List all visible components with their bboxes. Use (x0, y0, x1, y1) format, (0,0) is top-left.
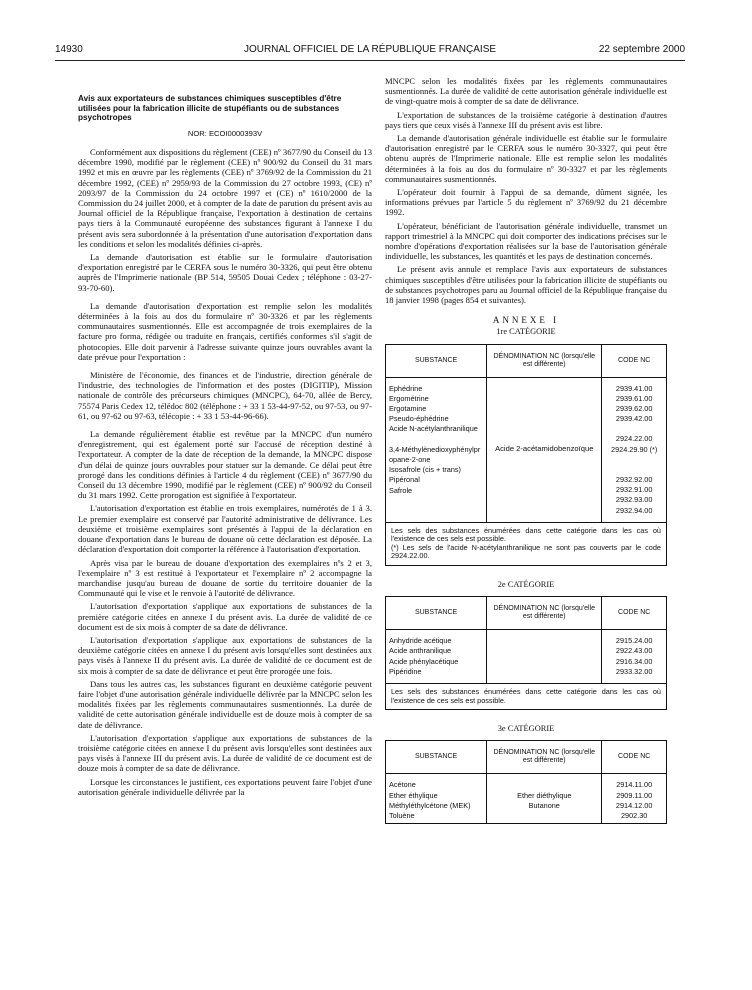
list-item: Pipéronal (389, 475, 420, 485)
paragraph: La demande d'autorisation d'exportation est remplie selon les modalités déterminées à la fois au dos du formulaire nº 30-3326 et par les règlements communautaires susmentionnés. Elle est accompagnée de trois exemplaires de la facture pro forma, rédigée ou traduite en français, certifiés conformes s'il s'agit de photocopies. Elle doit parvenir à l'adresse suivante quinze jours ouvrables avant la date prévue pour l'exportation : (78, 300, 372, 362)
list-item: Anhydride acétique (389, 636, 452, 646)
code-item: 2933.32.00 (615, 666, 653, 676)
substance-header: SUBSTANCE (386, 741, 487, 774)
paragraph: Conformément aux dispositions du règlement (CEE) nº 3677/90 du Conseil du 13 décembre 1990, modifié par le règlement (CEE) nº 900/92 du Conseil du 31 mars 1992 et mis en œuvre par les règlements (CEE) nº 3769/92 de la Commission du 21 décembre 1992, (CEE) nº 2959/93 de la Commission du 27 octobre 1993, (CE) nº 2093/97 de la Commission du 24 octobre 1997 et (CE) nº 1610/2000 de la Commission du 24 juillet 2000, et à compter de la date de parution du présent avis au Journal officiel de la République française, l'exportation à destination de certains pays tiers à la Communauté européenne des substances figurant à l'annexe I du présent avis sera subordonnée à la présentation d'une autorisation d'exportation dans les conditions et selon les modalités définies ci-après. (78, 146, 372, 249)
paragraph: L'autorisation d'exportation est établie en trois exemplaires, numérotés de 1 à 3. Le premier exemplaire est conservé par l'autorité administrative de délivrance. Les deuxième et troisième exemplaires sont présentés à l'appui de la déclaration en douane d'exportation dans le bureau de douane où cette déclaration est déposée. La déclaration d'exportation doit comporter la référence à l'autorisation d'exportation. (78, 503, 372, 555)
paragraph: La demande régulièrement établie est revêtue par la MNCPC d'un numéro d'enregistrement, qui est également porté sur l'accusé de réception destiné à l'exportateur. A compter de la date de réception de la demande, la MNCPC dispose d'un délai de quinze jours ouvrables pour statuer sur la demande. Ce délai peut être prorogé dans les conditions définies à l'article 4 du règlement (CEE) nº 3677/90 du Conseil du 13 décembre 1990, modifié par le règlement (CEE) nº 900/92 du Conseil du 31 mars 1992. Cette prorogation est signifiée à l'exportateur. (78, 429, 372, 501)
code-item: 2902.30 (620, 811, 648, 821)
category-1-table (385, 344, 667, 566)
list-item: Isosafrole (cis + trans) (389, 465, 461, 475)
denomination-cell: Acide 2-acétamidobenzoïque (487, 377, 602, 522)
category-1-label: 1re CATÉGORIE (496, 327, 556, 337)
code-item: 2914.11.00 (616, 780, 653, 790)
category-3-label: 3e CATÉGORIE (497, 724, 555, 734)
category-1-note (386, 522, 667, 565)
paragraph: L'autorisation d'exportation s'applique aux exportations de substances de la première catégorie citées en annexe I du présent avis. La durée de validité de ce document est de six mois à compter de sa date de délivrance. (78, 601, 372, 632)
paragraph: L'exportation de substances de la troisième catégorie à destination d'autres pays tiers que ceux visés à l'annexe III du présent avis est libre. (385, 109, 667, 130)
list-item: Acide phénylacétique (389, 656, 459, 666)
paragraph: MNCPC selon les modalités fixées par les règlements communautaires susmentionnés. La durée de validité de cette autorisation générale individuelle est de vingt-quatre mois à compter de sa date de délivrance. (385, 76, 667, 107)
substance-list (386, 377, 487, 522)
category-3-table (385, 740, 667, 824)
denomination-header: DÉNOMINATION NC (lorsqu'elle est différente) (487, 741, 602, 774)
page-number: 14930 (55, 44, 83, 55)
code-item: 2939.62.00 (615, 404, 653, 414)
code-header: CODE NC (602, 741, 667, 774)
substance-list (386, 774, 487, 824)
code-list (602, 630, 667, 684)
list-item: Méthyléthylcétone (MEK) (389, 800, 471, 810)
code-list (602, 377, 667, 522)
category-2-table (385, 596, 667, 710)
list-item: Ergotamine (389, 404, 427, 414)
code-item: 2932.91.00 (615, 485, 653, 495)
paragraph: L'autorisation d'exportation s'applique aux exportations de substances de la deuxième catégorie citées en annexe I du présent avis lorsqu'elles sont destinées aux pays visés à l'annexe II du présent avis. La durée de validité de ce document est de six mois à compter de sa date de délivrance et peut être prorogée une fois. (78, 634, 372, 676)
code-item: 2909.11.00 (616, 790, 653, 800)
list-item: Toluène (389, 811, 415, 821)
denomination-list (487, 774, 602, 824)
code-header: CODE NC (602, 597, 667, 630)
denomination-item: Ether diéthylique (517, 790, 572, 800)
list-item: Acide anthranilique (389, 646, 452, 656)
denomination-item: Butanone (528, 800, 560, 810)
list-item: Pseudo-éphédrine (389, 414, 449, 424)
list-item: Ephédrine (389, 383, 423, 393)
paragraph: La demande d'autorisation générale individuelle est établie sur le formulaire d'autorisation enregistré par le CERFA sous le numéro 30-3327, qui peut être obtenu auprès de l'Imprimerie nationale. Elle est remplie selon les modalités déterminées à la fois au dos du formulaire nº 30-3327 et par les règlements communautaires susmentionnés. (385, 133, 667, 184)
nor-reference: NOR: ECOI0000393V (187, 128, 263, 138)
code-item: 2924.22.00 (615, 434, 653, 444)
denomination-header: DÉNOMINATION NC (lorsqu'elle est différente) (487, 344, 602, 377)
footnote: (*) Les sels de l'acide N-acétylanthranilique ne sont pas couverts par le code 2924.22.00. (391, 542, 661, 561)
code-item: 2939.42.00 (615, 414, 653, 424)
code-list (602, 774, 667, 824)
list-item: Safrole (389, 485, 413, 495)
code-item: 2932.92.00 (615, 474, 653, 484)
paragraph: Le présent avis annule et remplace l'avis aux exportateurs de substances chimiques susceptibles d'être utilisées pour la fabrication illicite de stupéfiants ou de substances psychotropes paru au Journal officiel de la République française du 18 janvier 1998 (pages 854 et suivantes). (385, 264, 667, 306)
list-item: Acide N-acétylanthranilique (389, 424, 478, 434)
paragraph: L'autorisation d'exportation s'applique aux exportations de substances de la troisième catégorie citées en annexe I du présent avis lorsqu'elles sont destinées aux pays visés à l'annexe III du présent avis. La durée de validité de ce document est de douze mois à compter de sa date de délivrance. (78, 732, 372, 774)
list-item: Pipéridine (389, 666, 422, 676)
substance-header: SUBSTANCE (386, 344, 487, 377)
code-item: 2939.61.00 (615, 393, 653, 403)
paragraph: Après visa par le bureau de douane d'exportation des exemplaires nºs 2 et 3, l'exemplaire nº 3 est restitué à l'exportateur et l'exemplaire nº 2 accompagne la marchandise jusqu'au bureau de douane de sortie du territoire douanier de la Communauté qui le vise et le renvoie à l'autorité de délivrance. (78, 557, 372, 599)
publication-date: 22 septembre 2000 (598, 44, 685, 55)
code-item: 2915.24.00 (615, 636, 653, 646)
paragraph: Ministère de l'économie, des finances et de l'industrie, direction générale de l'industrie, des technologies de l'information et des postes (DIGITIP), Mission nationale de contrôle des précurseurs chimiques (MNCPC), 64-70, allée de Bercy, 75574 Paris Cedex 12, télédoc 802 (téléphone : + 33 1 53-44-97-52, ou 97-53, ou 97-61, ou 97-62 ou 97-63, télécopie : + 33 1 53-44-96-66). (78, 370, 372, 421)
journal-title: JOURNAL OFFICIEL DE LA RÉPUBLIQUE FRANÇAISE (243, 44, 497, 55)
code-item: 2922.43.00 (615, 646, 653, 656)
substance-header: SUBSTANCE (386, 597, 487, 630)
code-item: 2924.29.90 (*) (611, 444, 658, 454)
denomination-header: DÉNOMINATION NC (lorsqu'elle est différente) (487, 597, 602, 630)
list-item: Ether éthylique (389, 790, 438, 800)
salts-note: Les sels des substances énumérées dans cette catégorie dans les cas où l'existence de ces sels est possible. (391, 525, 661, 544)
code-header: CODE NC (602, 344, 667, 377)
code-item: 2932.93.00 (615, 495, 653, 505)
right-column (385, 76, 667, 824)
category-2-label: 2e CATÉGORIE (497, 580, 555, 590)
code-item: 2916.34.00 (615, 656, 653, 666)
denomination-cell (487, 630, 602, 684)
paragraph: L'opérateur, bénéficiant de l'autorisation générale individuelle, transmet un rapport trimestriel à la MNCPC qui doit comporter des indications précises sur le nombre d'opérations d'exportation réalisées sur la base de l'autorisation générale individuelle, les substances, les quantités et les pays de destination concernés. (385, 220, 667, 262)
left-column (78, 76, 372, 800)
substance-list (386, 630, 487, 684)
header-rule (55, 60, 685, 61)
category-2-note: Les sels des substances énumérées dans cette catégorie dans les cas où l'existence de ces sels est possible. (386, 684, 667, 710)
code-item: 2939.41.00 (615, 383, 653, 393)
annex-title: ANNEXE I (492, 315, 560, 326)
paragraph: Lorsque les circonstances le justifient, ces exportations peuvent faire l'objet d'une autorisation générale individuelle délivrée par la (78, 776, 372, 797)
paragraph: L'opérateur doit fournir à l'appui de sa demande, dûment signée, les informations prévues par l'article 5 du règlement nº 3769/92 du 21 décembre 1992. (385, 187, 667, 218)
code-item: 2914.12.00 (615, 800, 653, 810)
notice-title: Avis aux exportateurs de substances chimiques susceptibles d'être utilisées pour la fabrication illicite de stupéfiants ou de substances psychotropes (78, 94, 342, 123)
paragraph: Dans tous les autres cas, les substances figurant en deuxième catégorie peuvent faire l'objet d'une autorisation générale individuelle délivrée par la MNCPC selon les modalités fixées par les règlements communautaires susmentionnés. La durée de validité de cette autorisation générale individuelle est de douze mois à compter de sa date de délivrance. (78, 678, 372, 730)
paragraph: La demande d'autorisation est établie sur le formulaire d'autorisation d'exportation enregistré par le CERFA sous le numéro 30-3326, qui peut être obtenu auprès de l'Imprimerie nationale (BP 514, 59505 Douai Cedex ; téléphone : 03-27-93-70-60). (78, 252, 372, 293)
list-item: Ergométrine (389, 393, 429, 403)
list-item: 3,4-Méthylènedioxyphénylpropane-2-one (389, 444, 481, 464)
list-item: Acétone (389, 780, 416, 790)
code-item: 2932.94.00 (615, 505, 653, 515)
